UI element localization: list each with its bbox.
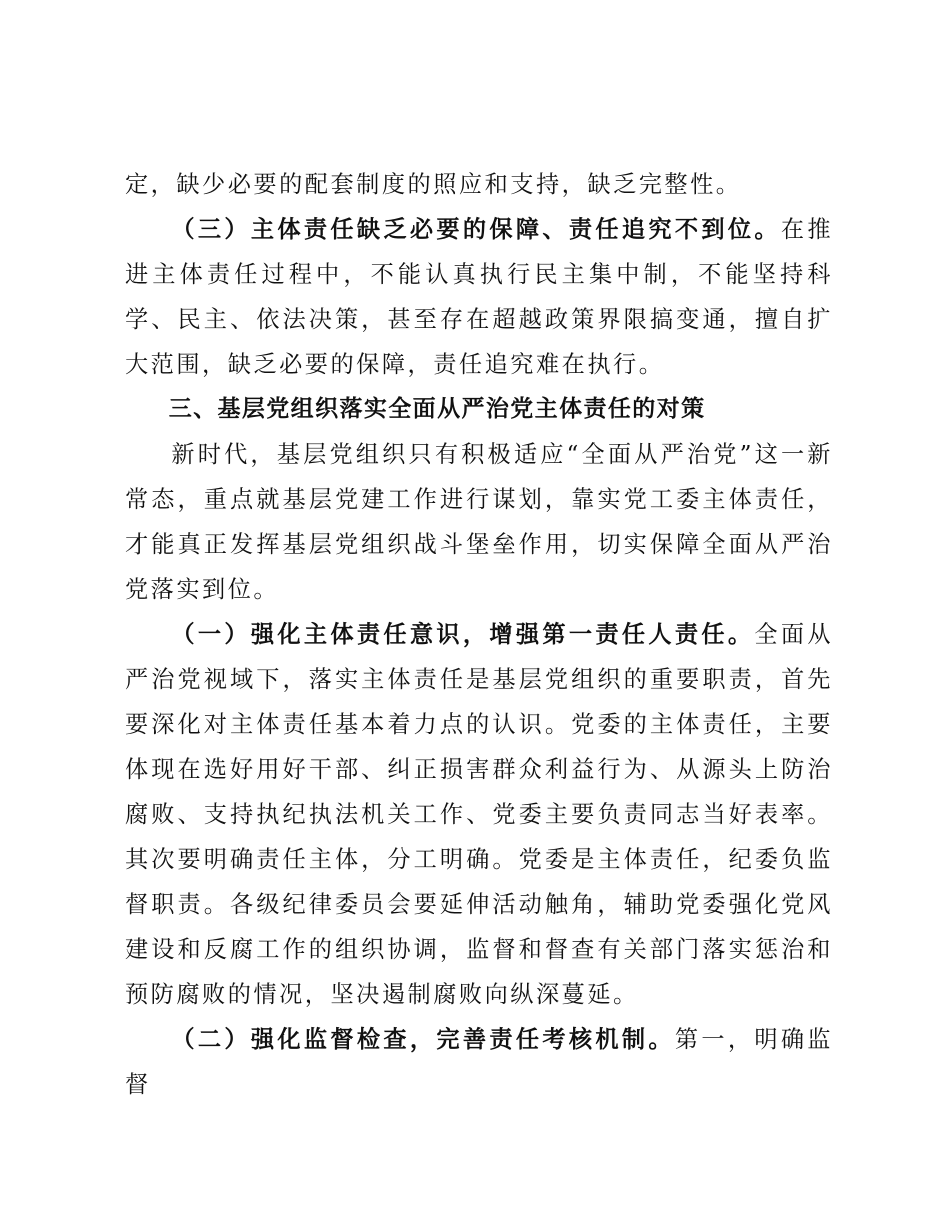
paragraph-text: 在推进主体责任过程中，不能认真执行民主集中制，不能坚持科学、民主、依法决策，甚至存在超越政策界限搞变通，擅自扩大范围，缺乏必要的保障，责任追究难在执行。 xyxy=(125,216,834,378)
paragraph-measure-2 xyxy=(125,1017,833,1107)
document-body xyxy=(125,162,833,1107)
paragraph-lead-sentence: （二）强化监督检查，完善责任考核机制。 xyxy=(171,1026,675,1053)
paragraph-text: 第一，明确监督 xyxy=(125,1026,833,1098)
paragraph-text: 新时代，基层党组织只有积极适应“全面从严治党”这一新常态，重点就基层党建工作进行谋划，靠实党工委主体责任，才能真正发挥基层党组织战斗堡垒作用，切实保障全面从严治党落实到位。 xyxy=(125,441,833,603)
paragraph-lead-sentence: （三）主体责任缺乏必要的保障、责任追究不到位。 xyxy=(171,216,781,243)
paragraph-section-3 xyxy=(125,207,833,387)
paragraph-continuation xyxy=(125,162,833,207)
paragraph-text: 全面从严治党视域下，落实主体责任是基层党组织的重要职责，首先要深化对主体责任基本着力点的认识。党委的主体责任，主要体现在选好用好干部、纠正损害群众利益行为、从源头上防治腐败、支持执纪执法机关工作、党委主要负责同志当好表率。其次要明确责任主体，分工明确。党委是主体责任，纪委负监督职责。各级纪律委员会要延伸活动触角，辅助党委强化党风建设和反腐工作的组织协调，监督和督查有关部门落实惩治和预防腐败的情况，坚决遏制腐败向纵深蔓延。 xyxy=(125,621,834,1008)
paragraph-intro xyxy=(125,432,833,612)
paragraph-lead-sentence: （一）强化主体责任意识，增强第一责任人责任。 xyxy=(171,621,755,648)
paragraph-measure-1 xyxy=(125,612,833,1017)
paragraph-text: 定，缺少必要的配套制度的照应和支持，缺乏完整性。 xyxy=(125,171,742,198)
section-heading: 三、基层党组织落实全面从严治党主体责任的对策 xyxy=(168,396,706,422)
